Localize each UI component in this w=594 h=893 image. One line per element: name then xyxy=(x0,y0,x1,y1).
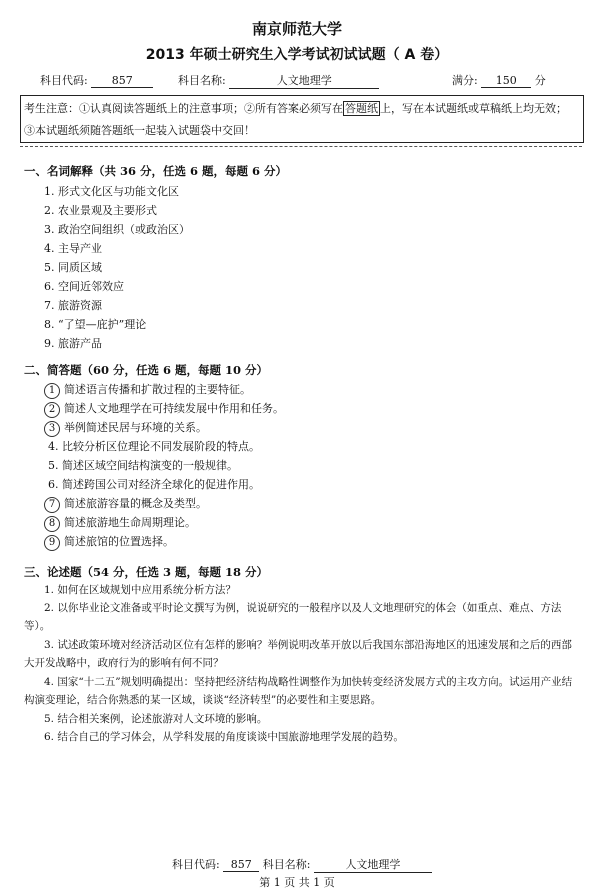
list-item: 2. 以你毕业论文准备或平时论文撰写为例，说说研究的一般程序以及人文地理研究的体会（如重点、难点、方法等）。 xyxy=(24,602,562,632)
item-text: 简述人文地理学在可持续发展中作用和任务。 xyxy=(64,402,284,415)
item-text: 简述旅游地生命周期理论。 xyxy=(64,516,196,529)
section3-title: 三、论述题（54 分，任选 3 题，每题 18 分） xyxy=(24,565,269,579)
list-item xyxy=(44,495,207,513)
item-text: 简述语言传播和扩散过程的主要特征。 xyxy=(64,383,251,396)
subject-name-group xyxy=(178,72,379,89)
item-text: 简述区域空间结构演变的一般规律。 xyxy=(62,459,238,472)
subject-code-value: 857 xyxy=(91,74,153,88)
item-number: 5. xyxy=(48,459,59,472)
list-item: 8. “了望—庇护”理论 xyxy=(44,318,147,331)
item-text: 简述跨国公司对经济全球化的促进作用。 xyxy=(62,478,260,491)
full-score-label: 满分: xyxy=(452,74,478,87)
subject-code-label: 科目代码: xyxy=(40,74,88,87)
full-score-value: 150 xyxy=(481,74,531,88)
list-item: 1. 形式文化区与功能文化区 xyxy=(44,185,179,198)
section1-title: 一、名词解释（共 36 分，任选 6 题，每题 6 分） xyxy=(24,164,288,178)
item-text: 比较分析区位理论不同发展阶段的特点。 xyxy=(62,440,260,453)
section2-title: 二、简答题（60 分，任选 6 题，每题 10 分） xyxy=(24,363,269,377)
subject-name-value: 人文地理学 xyxy=(229,72,379,89)
list-item: 4. 国家“十二五”规划明确提出：坚持把经济结构战略性调整作为加快转变经济发展方式的主攻方向。试运用产业结构演变理论，结合你熟悉的某一区域，谈谈“经济转型”的必要性和主要思路。 xyxy=(24,676,573,706)
divider xyxy=(20,146,582,147)
item-text: 简述旅馆的位置选择。 xyxy=(64,535,174,548)
item-number: 1 xyxy=(44,383,60,399)
item-text: 举例简述民居与环境的关系。 xyxy=(64,421,207,434)
footer-code-value: 857 xyxy=(223,858,259,872)
full-score-unit: 分 xyxy=(534,74,546,87)
list-item xyxy=(44,419,207,437)
page-number: 第 1 页 共 1 页 xyxy=(259,876,335,889)
footer-code-group xyxy=(172,856,432,873)
notice-suffix: 上，写在本试题纸或草稿纸上均无效；③本试题纸须随答题纸一起装入试题袋中交回！ xyxy=(24,102,567,137)
item-number: 4. xyxy=(48,440,59,453)
subject-name-label: 科目名称: xyxy=(178,74,226,87)
university-name: 南京师范大学 xyxy=(251,20,342,38)
full-score-group xyxy=(452,72,546,88)
item-text: 简述旅游容量的概念及类型。 xyxy=(64,497,207,510)
footer-name-label: 科目名称: xyxy=(262,858,311,871)
notice-prefix: 考生注意：①认真阅读答题纸上的注意事项；②所有答案必须写在 xyxy=(24,102,343,115)
item-number: 6. xyxy=(48,478,59,491)
list-item xyxy=(44,381,251,399)
list-item: 4. 主导产业 xyxy=(44,242,102,255)
list-item: 9. 旅游产品 xyxy=(44,337,102,350)
subject-code-group xyxy=(40,72,153,88)
list-item xyxy=(48,457,238,473)
item-number: 9 xyxy=(44,535,60,551)
item-number: 7 xyxy=(44,497,60,513)
list-item: 6. 空间近邻效应 xyxy=(44,280,124,293)
list-item: 3. 试述政策环境对经济活动区位有怎样的影响？举例说明改革开放以后我国东部沿海地区的迅速发展和之后的西部大开发战略中，政府行为的影响有何不同？ xyxy=(24,639,572,669)
list-item: 3. 政治空间组织（或政治区） xyxy=(44,223,190,236)
list-item: 1. 如何在区域规划中应用系统分析方法？ xyxy=(44,584,236,596)
list-item: 5. 同质区域 xyxy=(44,261,102,274)
footer-code-label: 科目代码: xyxy=(172,858,220,871)
item-number: 2 xyxy=(44,402,60,418)
list-item xyxy=(44,533,174,551)
list-item xyxy=(48,476,260,492)
list-item xyxy=(48,438,260,454)
list-item: 2. 农业景观及主要形式 xyxy=(44,204,157,217)
footer-name-value: 人文地理学 xyxy=(314,856,432,873)
notice-highlight: 答题纸 xyxy=(345,102,378,115)
exam-title: 2013 年硕士研究生入学考试初试试题（ A 卷） xyxy=(145,47,449,63)
item-number: 8 xyxy=(44,516,60,532)
item-number: 3 xyxy=(44,421,60,437)
notice-text xyxy=(24,98,576,142)
list-item: 7. 旅游资源 xyxy=(44,299,102,312)
list-item xyxy=(44,400,284,418)
list-item xyxy=(44,514,196,532)
list-item: 6. 结合自己的学习体会，从学科发展的角度谈谈中国旅游地理学发展的趋势。 xyxy=(44,731,404,743)
list-item: 5. 结合相关案例，论述旅游对人文环境的影响。 xyxy=(44,713,268,725)
